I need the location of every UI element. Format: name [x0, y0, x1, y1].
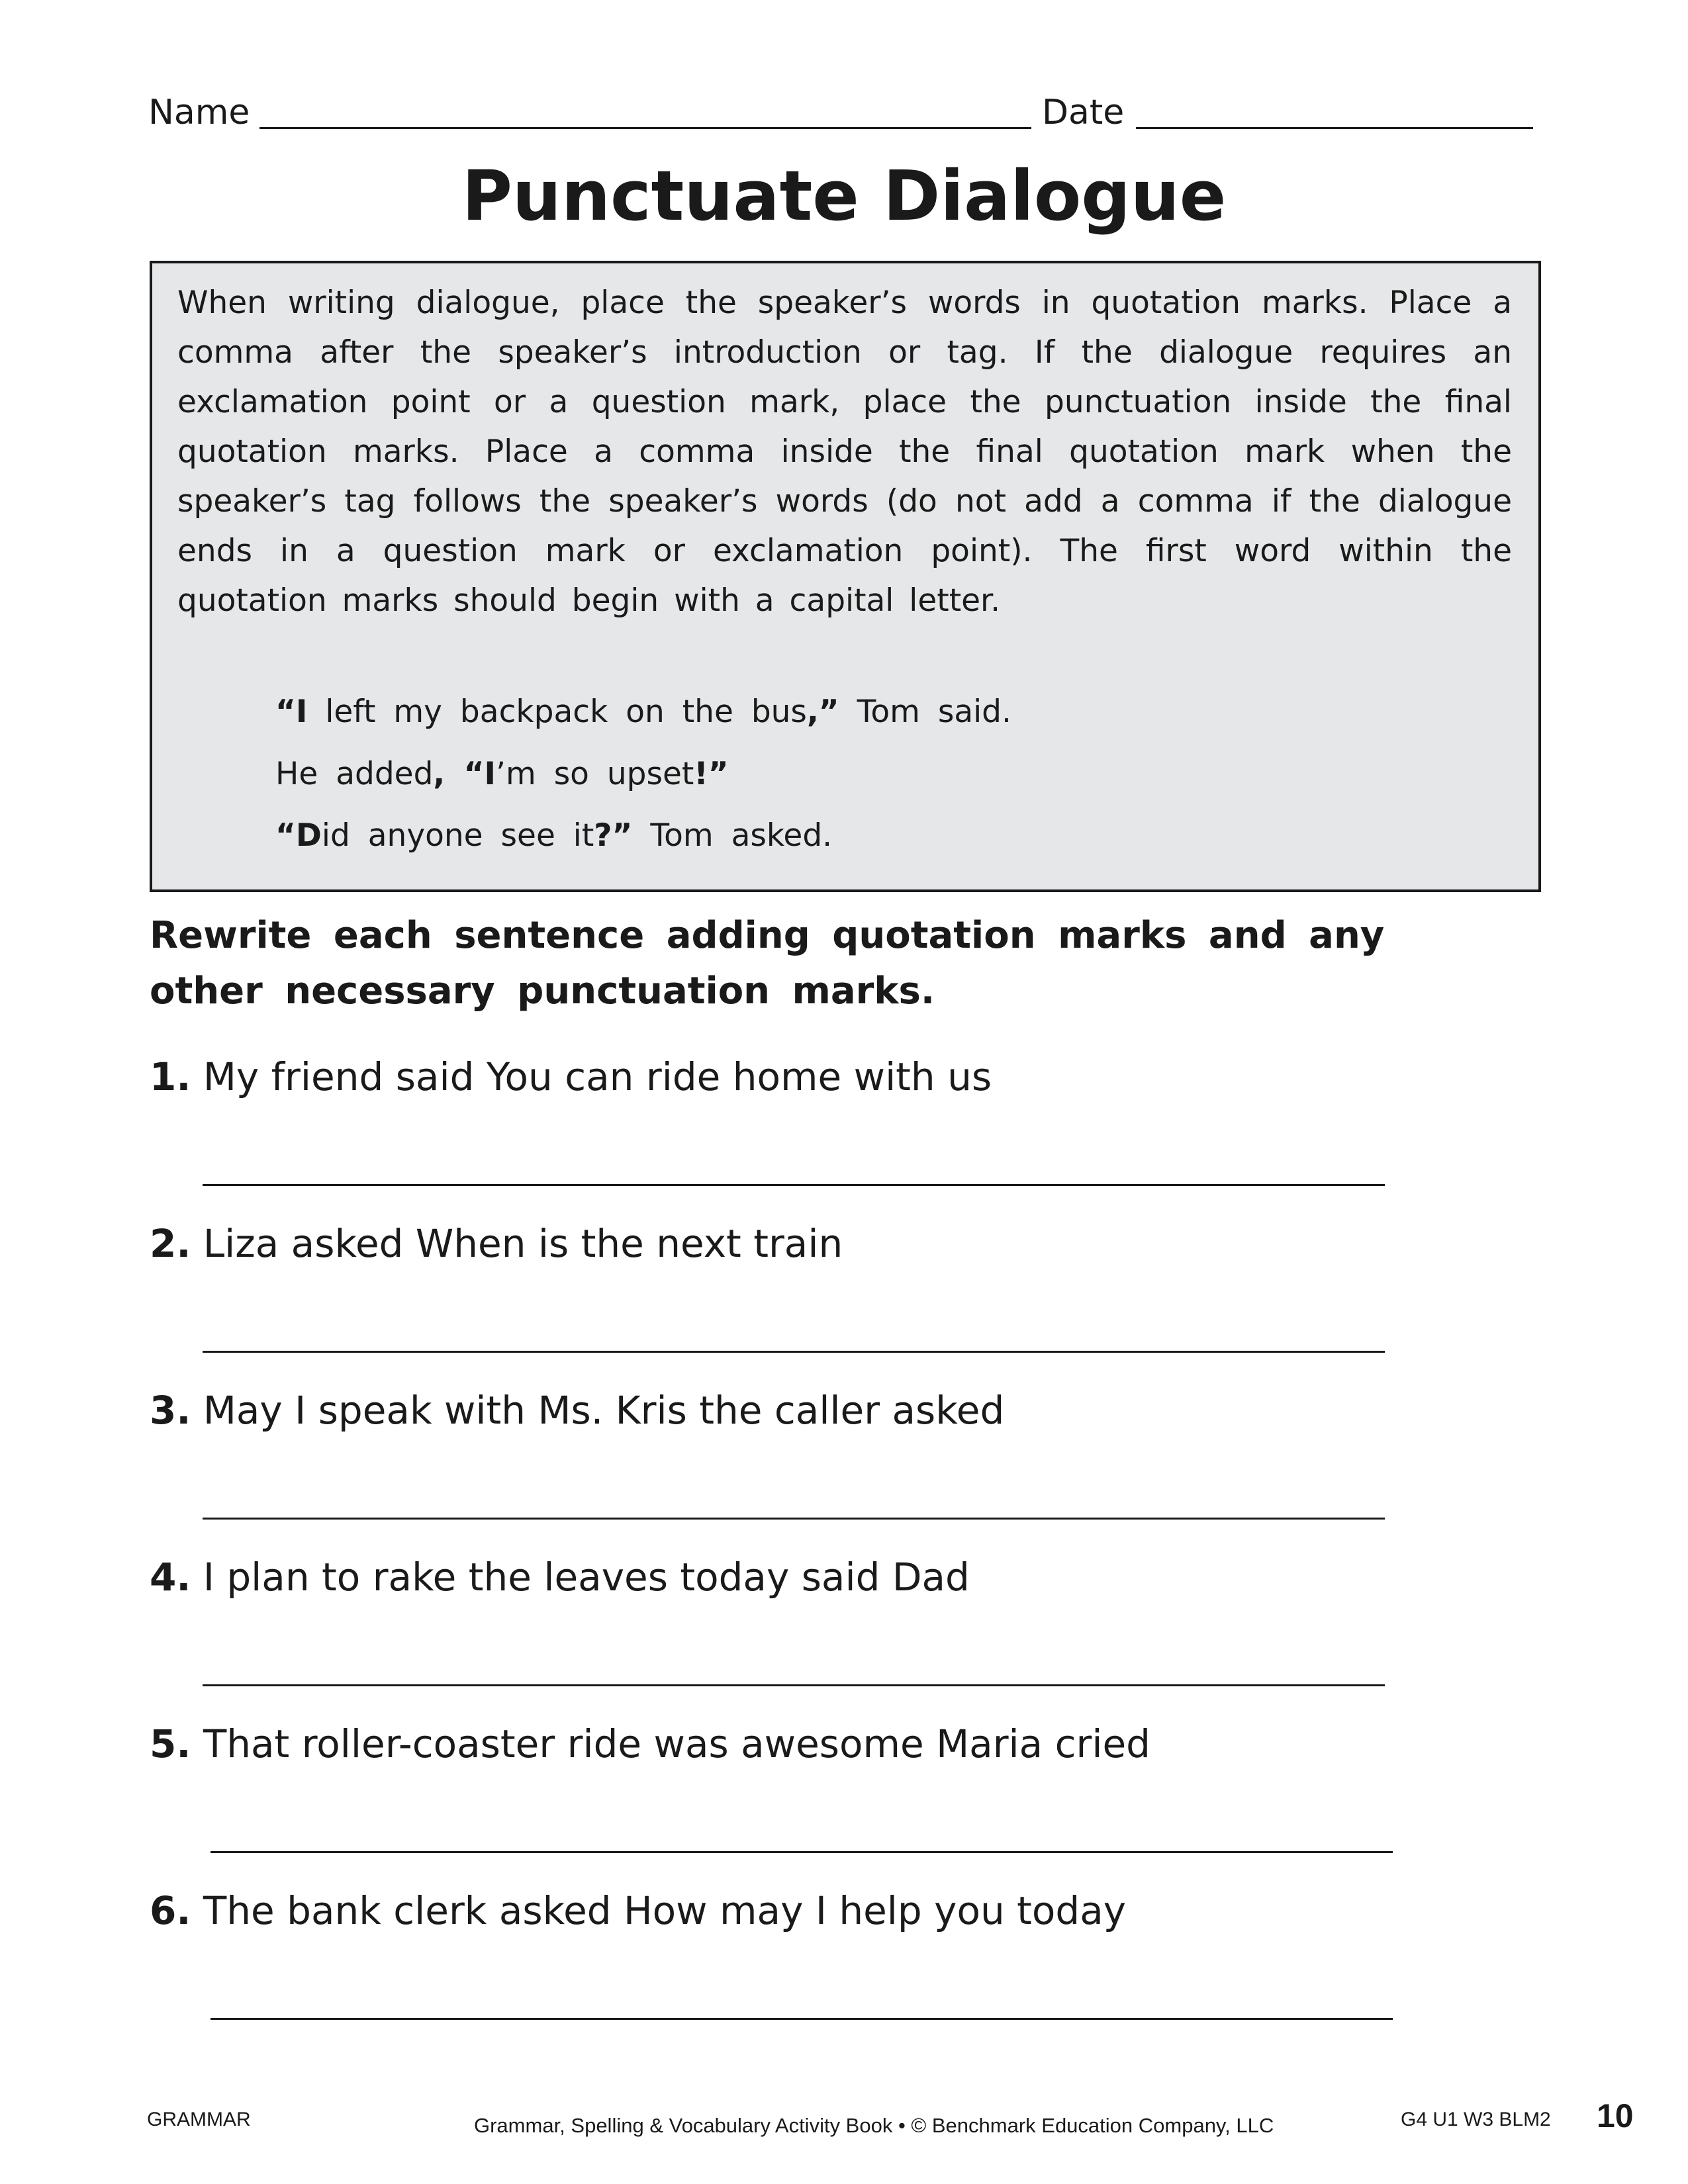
- answer-line-3[interactable]: [203, 1518, 1385, 1520]
- item-number: 4.: [150, 1555, 191, 1600]
- list-item: [150, 1387, 1004, 1433]
- name-field[interactable]: [259, 127, 1031, 129]
- item-number: 3.: [150, 1388, 191, 1433]
- date-field[interactable]: [1136, 127, 1533, 129]
- example-1-tag: Tom said.: [839, 694, 1011, 730]
- example-3: [275, 816, 832, 856]
- example-1-words: left my backpack on the bus: [307, 694, 807, 730]
- rule-text: When writing dialogue, place the speaker’s words in quotation marks. Place a comma after the speaker’s introduction or tag. If the dialogue requires an exclamation point or a question mark, place the punctuation inside the final quotation marks. Place a comma inside the final quotation mark when the speaker’s tag follows the speaker’s words (do not add a comma if the dialogue ends in a question mark or exclamation point). The first word within the quotation marks should begin with a capital letter.: [177, 285, 1512, 619]
- example-1-open-quote: “I: [275, 694, 308, 730]
- item-text: My friend said You can ride home with us: [203, 1054, 992, 1099]
- answer-line-1[interactable]: [203, 1184, 1385, 1186]
- footer-section: GRAMMAR: [147, 2109, 251, 2130]
- list-item: [150, 1554, 970, 1600]
- example-1: [275, 692, 1011, 732]
- list-item: [150, 1888, 1126, 1934]
- item-number: 6.: [150, 1888, 191, 1933]
- example-2-tag: He added: [275, 756, 434, 792]
- example-2: [275, 754, 729, 794]
- item-text: That roller-coaster ride was awesome Maria cried: [203, 1721, 1150, 1766]
- footer-code: G4 U1 W3 BLM2: [1401, 2109, 1551, 2130]
- example-1-close-quote: ,”: [806, 694, 839, 730]
- item-text: May I speak with Ms. Kris the caller asked: [203, 1388, 1005, 1433]
- example-2-open-quote: , “I: [433, 756, 496, 792]
- instructions: Rewrite each sentence adding quotation marks and any other necessary punctuation marks.: [150, 914, 1385, 1013]
- item-number: 2.: [150, 1221, 191, 1266]
- item-text: The bank clerk asked How may I help you today: [203, 1888, 1127, 1933]
- example-3-open-quote: “D: [275, 817, 322, 854]
- page-title: Punctuate Dialogue: [461, 156, 1227, 236]
- item-text: I plan to rake the leaves today said Dad: [203, 1555, 970, 1600]
- answer-line-6[interactable]: [211, 2018, 1393, 2020]
- list-item: [150, 1721, 1150, 1767]
- list-item: [150, 1054, 992, 1100]
- answer-line-4[interactable]: [203, 1684, 1385, 1686]
- item-number: 5.: [150, 1721, 191, 1766]
- name-label: Name: [148, 93, 250, 132]
- list-item: [150, 1220, 843, 1267]
- example-3-tag: Tom asked.: [632, 817, 833, 854]
- item-number: 1.: [150, 1054, 191, 1099]
- page-number: 10: [1597, 2097, 1634, 2134]
- footer-book: Grammar, Spelling & Vocabulary Activity Book • © Benchmark Education Company, LLC: [474, 2114, 1274, 2137]
- example-3-words: id anyone see it: [321, 817, 594, 854]
- date-label: Date: [1042, 93, 1125, 132]
- answer-line-2[interactable]: [203, 1351, 1385, 1353]
- example-3-close-quote: ?”: [594, 817, 633, 854]
- answer-line-5[interactable]: [211, 1851, 1393, 1853]
- example-2-words: ’m so upset: [496, 756, 694, 792]
- item-text: Liza asked When is the next train: [203, 1221, 843, 1266]
- example-2-close-quote: !”: [694, 756, 729, 792]
